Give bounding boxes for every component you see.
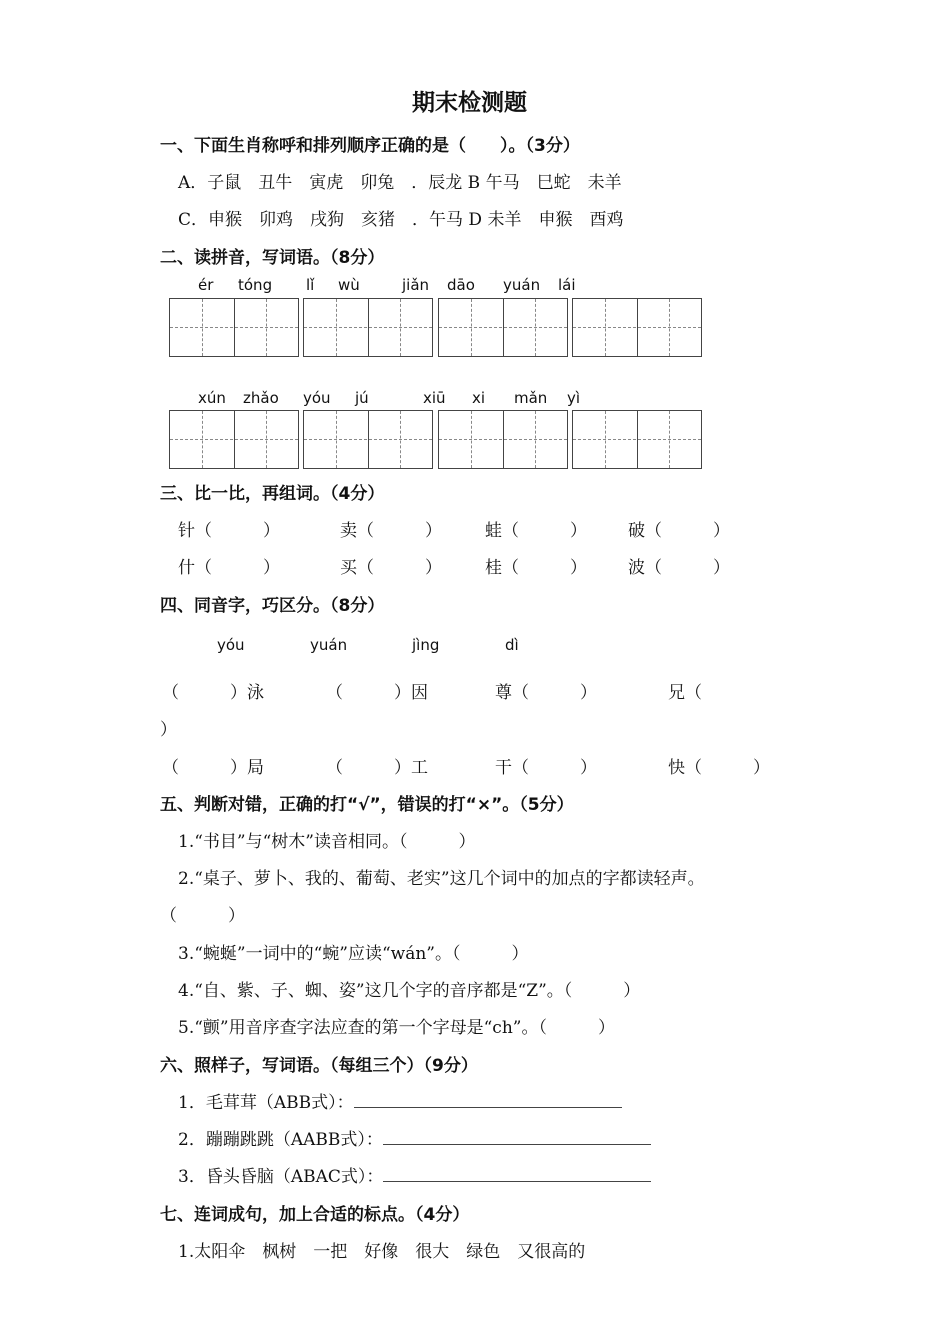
writing-box[interactable] [438, 298, 568, 357]
compare-item: 卖（ ） [340, 521, 442, 541]
q5-item-5: 5.“颤”用音序查字法应查的第一个字母是“ch”。（ ） [178, 1018, 615, 1038]
q6-item-label: 1．毛茸茸（ABB式）： [178, 1093, 354, 1113]
q2-heading: 二、读拼音，写词语。（8分） [160, 248, 385, 268]
q6-item-label: 3．昏头昏脑（ABAC式）： [178, 1167, 384, 1187]
q3-heading: 三、比一比，再组词。（4分） [160, 484, 385, 504]
writing-box[interactable] [438, 410, 568, 469]
pinyin: lái [558, 276, 576, 294]
writing-box[interactable] [303, 298, 433, 357]
compare-item: 针（ ） [178, 521, 280, 541]
q1-option-a: A．子鼠 丑牛 寅虎 卯兔 ．辰龙 B 午马 巳蛇 未羊 [178, 173, 622, 193]
compare-item: 买（ ） [340, 558, 442, 578]
compare-item: 波（ ） [628, 558, 730, 578]
pinyin: dì [505, 636, 519, 654]
q7-item-1: 1.太阳伞 枫树 一把 好像 很大 绿色 又很高的 [178, 1242, 586, 1262]
homophone-item: （ ）因 [326, 683, 428, 703]
q5-item-2: 2.“桌子、萝卜、我的、葡萄、老实”这几个词中的加点的字都读轻声。 [178, 869, 705, 889]
homophone-item: （ ）工 [326, 758, 428, 778]
pinyin: jú [355, 389, 369, 407]
pinyin: ér [198, 276, 214, 294]
pinyin: yóu [217, 636, 245, 654]
homophone-item: （ ）泳 [162, 683, 264, 703]
writing-box[interactable] [572, 298, 702, 357]
pinyin: yuán [310, 636, 348, 654]
answer-line[interactable] [354, 1093, 622, 1108]
pinyin: xiū [423, 389, 446, 407]
q5-heading: 五、判断对错，正确的打“√”，错误的打“×”。（5分） [160, 795, 574, 815]
pinyin: lǐ [306, 276, 315, 294]
q5-item-4: 4.“自、紫、子、蜘、姿”这几个字的音序都是“Z”。（ ） [178, 981, 641, 1001]
homophone-item: 快（ ） [668, 758, 770, 778]
q5-item-2-wrap: （ ） [160, 906, 245, 926]
q6-item-1 [178, 1088, 622, 1113]
pinyin: mǎn [514, 389, 548, 407]
homophone-item: 兄（ [668, 683, 702, 703]
q1-option-c: C．申猴 卯鸡 戌狗 亥猪 ．午马 D 未羊 申猴 酉鸡 [178, 210, 624, 230]
writing-box[interactable] [169, 410, 299, 469]
q6-heading: 六、照样子，写词语。（每组三个）（9分） [160, 1056, 478, 1076]
q6-item-3 [178, 1162, 651, 1187]
pinyin: jiǎn [402, 276, 430, 294]
writing-box[interactable] [572, 410, 702, 469]
pinyin: wù [338, 276, 360, 294]
q4-heading: 四、同音字，巧区分。（8分） [160, 596, 385, 616]
q6-item-label: 2．蹦蹦跳跳（AABB式）： [178, 1130, 383, 1150]
pinyin: zhǎo [243, 389, 279, 407]
homophone-item: 尊（ ） [495, 683, 597, 703]
homophone-item: （ ）局 [162, 758, 264, 778]
pinyin: yuán [503, 276, 541, 294]
compare-item: 桂（ ） [485, 558, 587, 578]
q7-heading: 七、连词成句，加上合适的标点。（4分） [160, 1205, 470, 1225]
homophone-item: 干（ ） [495, 758, 597, 778]
writing-box[interactable] [169, 298, 299, 357]
answer-line[interactable] [383, 1167, 651, 1182]
compare-item: 破（ ） [628, 521, 730, 541]
pinyin: xún [198, 389, 226, 407]
homophone-item-wrap: ） [160, 720, 177, 740]
compare-item: 什（ ） [178, 558, 280, 578]
pinyin: yóu [303, 389, 331, 407]
q5-item-3: 3.“蜿蜒”一词中的“蜿”应读“wán”。（ ） [178, 944, 529, 964]
q6-item-2 [178, 1125, 651, 1150]
answer-line[interactable] [383, 1130, 651, 1145]
pinyin: jìng [412, 636, 440, 654]
page-title: 期末检测题 [412, 90, 527, 116]
q5-item-1: 1.“书目”与“树木”读音相同。（ ） [178, 832, 476, 852]
writing-box[interactable] [303, 410, 433, 469]
pinyin: yì [567, 389, 581, 407]
pinyin: dāo [447, 276, 475, 294]
pinyin: xi [472, 389, 486, 407]
compare-item: 蛙（ ） [485, 521, 587, 541]
pinyin: tóng [238, 276, 273, 294]
q1-heading: 一、下面生肖称呼和排列顺序正确的是（ ）。（3分） [160, 136, 580, 156]
